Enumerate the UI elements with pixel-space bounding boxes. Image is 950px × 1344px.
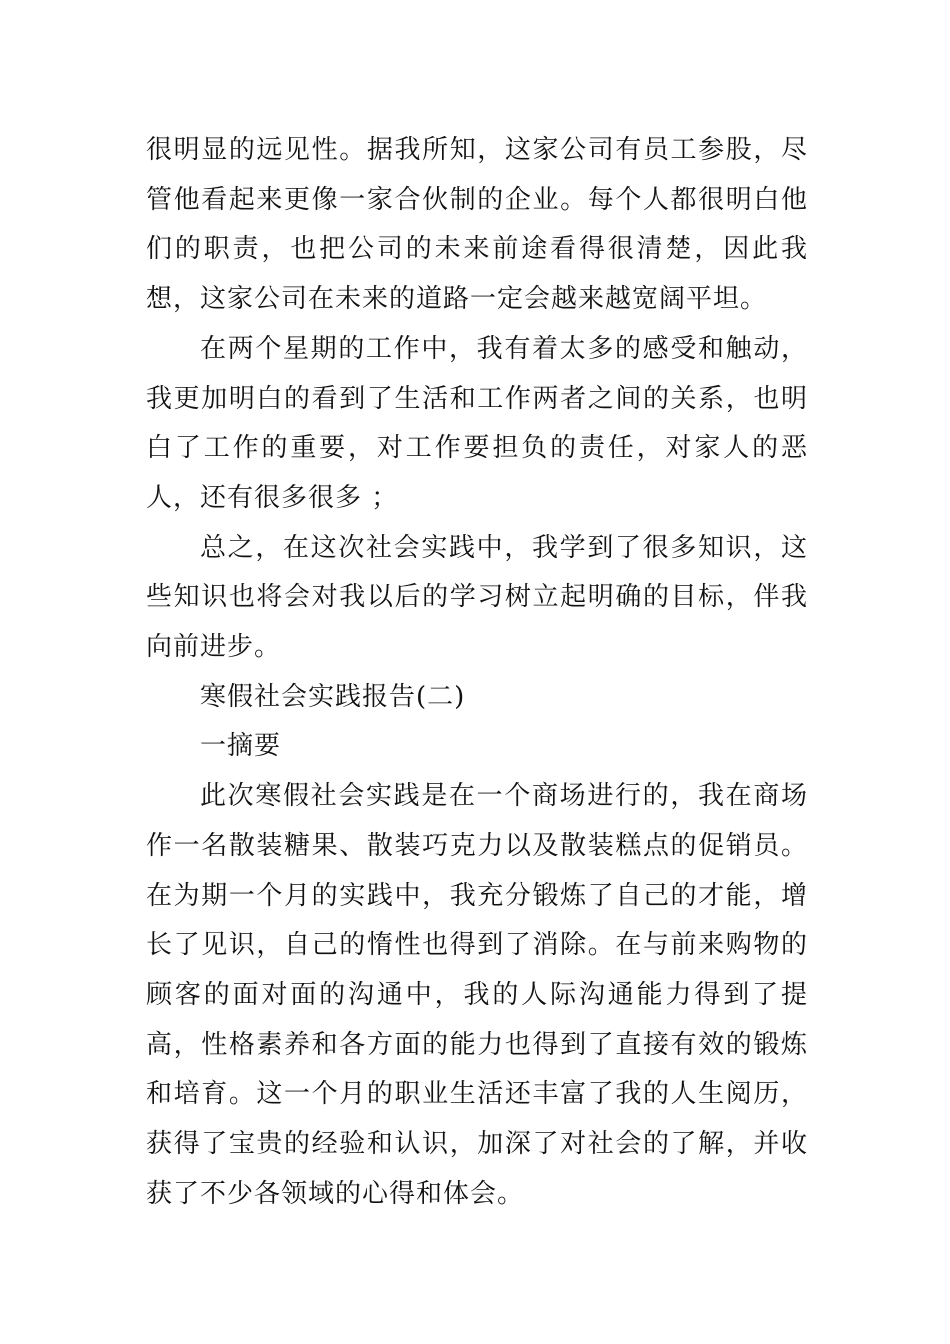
section-subtitle: 一摘要 bbox=[200, 731, 282, 762]
document-body bbox=[146, 126, 808, 1219]
section-title: 寒假社会实践报告(二) bbox=[200, 681, 466, 712]
paragraph-1: 很明显的远见性。据我所知，这家公司有员工参股，尽管他看起来更像一家合伙制的企业。每个人都很明白他们的职责，也把公司的未来前途看得很清楚，因此我想，这家公司在未来的道路一定会越来越宽阔平坦。 bbox=[146, 135, 808, 315]
paragraph-2: 在两个星期的工作中，我有着太多的感受和触动，我更加明白的看到了生活和工作两者之间的关系，也明白了工作的重要，对工作要担负的责任，对家人的恶人，还有很多很多 ； bbox=[146, 333, 808, 513]
paragraph-4: 此次寒假社会实践是在一个商场进行的，我在商场作一名散装糖果、散装巧克力以及散装糕点的促销员。在为期一个月的实践中，我充分锻炼了自己的才能，增长了见识，自己的惰性也得到了消除。在与前来购物的顾客的面对面的沟通中，我的人际沟通能力得到了提高，性格素养和各方面的能力也得到了直接有效的锻炼和培育。这一个月的职业生活还丰富了我的人生阅历，获得了宝贵的经验和认识，加深了对社会的了解，并收获了不少各领域的心得和体会。 bbox=[146, 781, 808, 1209]
paragraph-3: 总之，在这次社会实践中，我学到了很多知识，这些知识也将会对我以后的学习树立起明确的目标，伴我向前进步。 bbox=[146, 532, 808, 663]
